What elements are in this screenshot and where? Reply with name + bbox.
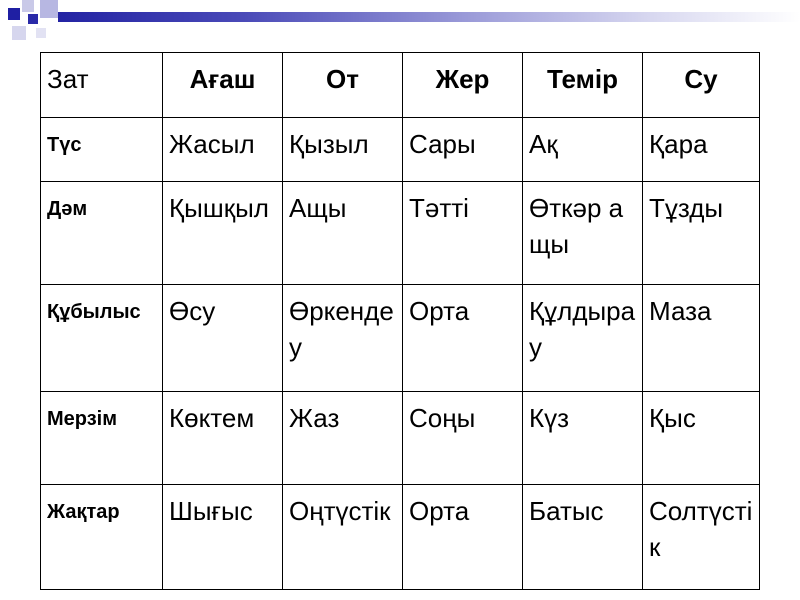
- table-cell: Ақ: [523, 118, 643, 182]
- table-cell: Соңы: [403, 392, 523, 485]
- table-cell: Батыс: [523, 485, 643, 590]
- column-header: Жер: [403, 53, 523, 118]
- table-cell: Солтүстік: [643, 485, 760, 590]
- table-cell: Ащы: [283, 182, 403, 285]
- table-cell: Орта: [403, 285, 523, 392]
- column-header: От: [283, 53, 403, 118]
- table-cell: Өткәр ащы: [523, 182, 643, 285]
- table-cell: Оңтүстік: [283, 485, 403, 590]
- table-row: [41, 182, 760, 285]
- table-cell: Сары: [403, 118, 523, 182]
- row-header: Мерзім: [41, 392, 163, 485]
- table-cell: Жаз: [283, 392, 403, 485]
- row-header: Жақтар: [41, 485, 163, 590]
- decor-square: [8, 8, 20, 20]
- table-row: [41, 285, 760, 392]
- table-cell: Құлдырау: [523, 285, 643, 392]
- decor-square: [22, 0, 34, 12]
- table-cell: Орта: [403, 485, 523, 590]
- row-header: Құбылыс: [41, 285, 163, 392]
- decor-square: [36, 28, 46, 38]
- table-cell: Қыс: [643, 392, 760, 485]
- header-corner-cell: Зат: [41, 53, 163, 118]
- table-cell: Шығыс: [163, 485, 283, 590]
- column-header: Темір: [523, 53, 643, 118]
- table-cell: Маза: [643, 285, 760, 392]
- decorative-gradient-bar: [58, 12, 800, 22]
- row-header: Дәм: [41, 182, 163, 285]
- table-row: [41, 392, 760, 485]
- table-row: [41, 118, 760, 182]
- table-cell: Көктем: [163, 392, 283, 485]
- table-cell: Өркендеу: [283, 285, 403, 392]
- decor-square: [40, 0, 58, 18]
- decor-square: [28, 14, 38, 24]
- table-cell: Өсу: [163, 285, 283, 392]
- table-cell: Күз: [523, 392, 643, 485]
- table-cell: Тұзды: [643, 182, 760, 285]
- decorative-corner-squares: [0, 0, 64, 50]
- table-row: [41, 485, 760, 590]
- elements-table: [40, 52, 760, 590]
- table-cell: Тәтті: [403, 182, 523, 285]
- table-cell: Қара: [643, 118, 760, 182]
- table-cell: Қызыл: [283, 118, 403, 182]
- table-header-row: [41, 53, 760, 118]
- row-header: Түс: [41, 118, 163, 182]
- column-header: Ағаш: [163, 53, 283, 118]
- decor-square: [12, 26, 26, 40]
- table-cell: Жасыл: [163, 118, 283, 182]
- column-header: Су: [643, 53, 760, 118]
- table-cell: Қышқыл: [163, 182, 283, 285]
